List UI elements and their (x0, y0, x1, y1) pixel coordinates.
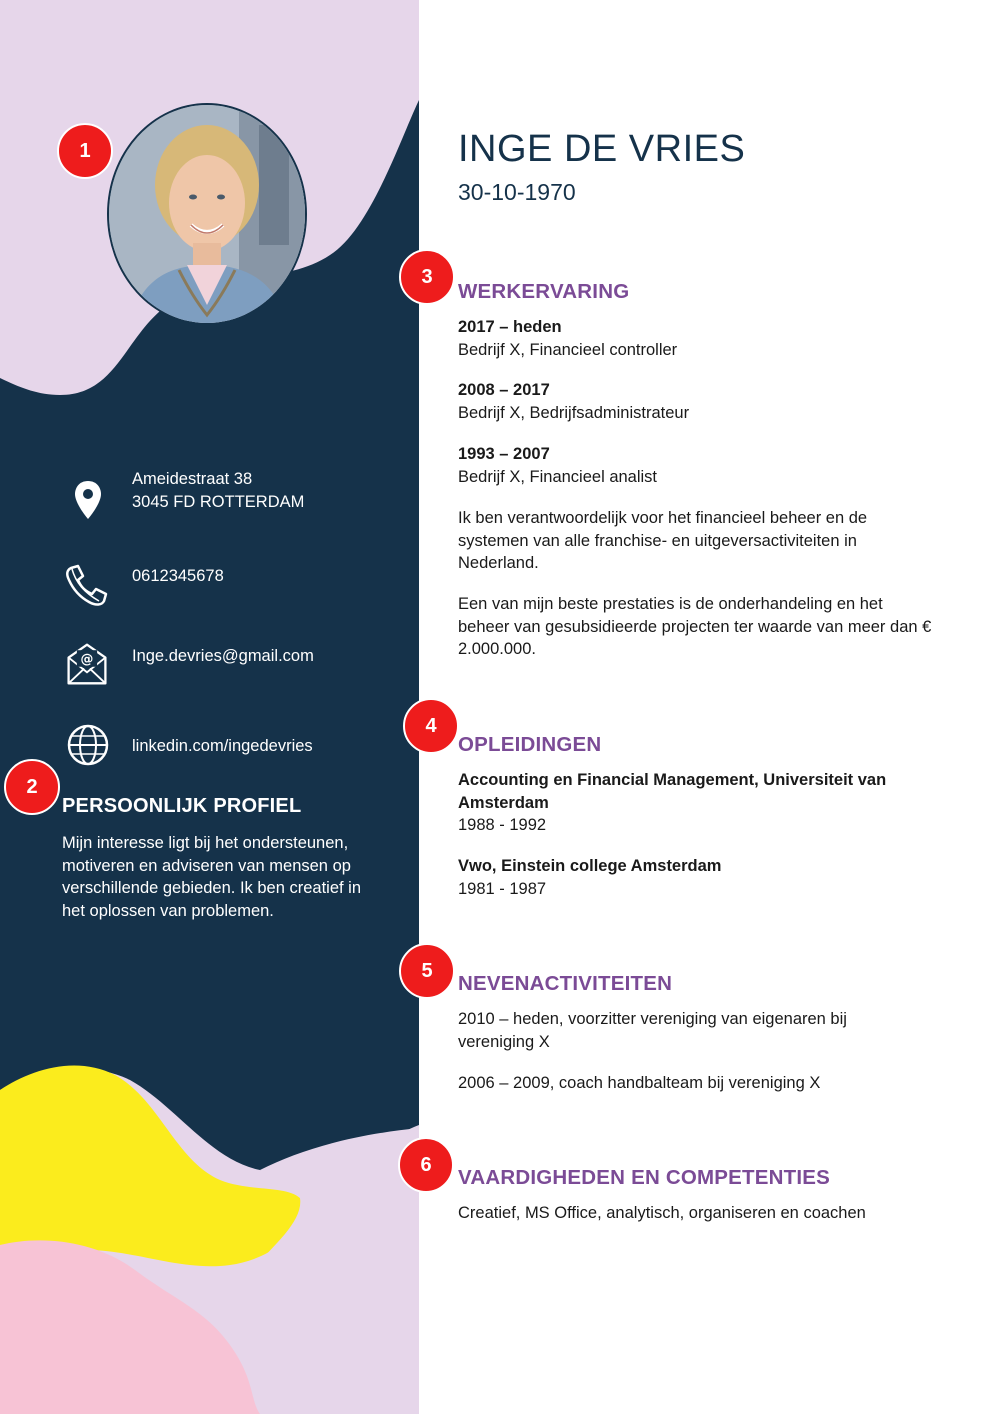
location-pin-icon (65, 477, 111, 523)
job-entry (458, 443, 938, 488)
work-description-2: Een van mijn beste prestaties is de onderhandeling en het beheer van gesubsidieerde projecten ter waarde van meer dan € 2.000.000. (458, 595, 932, 658)
step-badge-4: 4 (403, 698, 459, 754)
step-badge-2: 2 (4, 759, 60, 815)
profile-text: Mijn interesse ligt bij het ondersteunen, motiveren en adviseren van mensen op verschillende gebieden. Ik ben creatief in het oplossen van problemen. (62, 834, 362, 920)
address (132, 468, 304, 514)
job-entry (458, 316, 938, 361)
phone-icon (63, 562, 109, 608)
phone-number: 0612345678 (132, 567, 224, 585)
birthdate: 30-10-1970 (458, 179, 576, 205)
job-role: Bedrijf X, Bedrijfsadministrateur (458, 403, 690, 422)
step-badge-5: 5 (399, 943, 455, 999)
work-heading: WERKERVARING (458, 280, 630, 303)
email-address: Inge.devries@gmail.com (132, 647, 314, 665)
job-role: Bedrijf X, Financieel analist (458, 467, 658, 486)
person-portrait-icon (109, 105, 307, 325)
education-entry (458, 769, 898, 837)
education-name: Vwo, Einstein college Amsterdam (458, 857, 722, 875)
side-activity-item: 2010 – heden, voorzitter vereniging van eigenaren bij vereniging X (458, 1010, 847, 1051)
sidebar (0, 0, 419, 1414)
job-period: 2008 – 2017 (458, 381, 550, 399)
skills-text: Creatief, MS Office, analytisch, organiseren en coachen (458, 1204, 866, 1222)
job-period: 1993 – 2007 (458, 445, 550, 463)
side-activity-item: 2006 – 2009, coach handbalteam bij vereniging X (458, 1074, 821, 1092)
education-years: 1988 - 1992 (458, 816, 547, 834)
svg-text:@: @ (80, 652, 94, 668)
address-line-2: 3045 FD ROTTERDAM (132, 493, 305, 511)
side-activities-heading: NEVENACTIVITEITEN (458, 972, 673, 995)
profile-photo (107, 103, 307, 325)
education-heading: OPLEIDINGEN (458, 733, 602, 756)
job-role: Bedrijf X, Financieel controller (458, 340, 678, 359)
candidate-name: INGE DE VRIES (458, 128, 746, 170)
linkedin-url: linkedin.com/ingedevries (132, 737, 313, 755)
step-badge-3: 3 (399, 249, 455, 305)
skills-heading: VAARDIGHEDEN EN COMPETENTIES (458, 1166, 830, 1189)
profile-heading: PERSOONLIJK PROFIEL (62, 795, 302, 817)
job-period: 2017 – heden (458, 318, 562, 336)
education-name: Accounting en Financial Management, Universiteit van Amsterdam (458, 771, 887, 812)
job-entry (458, 379, 938, 424)
step-badge-6: 6 (398, 1137, 454, 1193)
step-badge-1: 1 (57, 123, 113, 179)
email-icon (64, 641, 110, 687)
address-line-1: Ameidestraat 38 (132, 470, 253, 488)
work-description-1: Ik ben verantwoordelijk voor het financieel beheer en de systemen van alle franchise- en uitgeversactiviteiten in Nederland. (458, 509, 868, 572)
globe-icon (65, 722, 111, 768)
education-years: 1981 - 1987 (458, 879, 547, 898)
education-entry (458, 855, 938, 900)
